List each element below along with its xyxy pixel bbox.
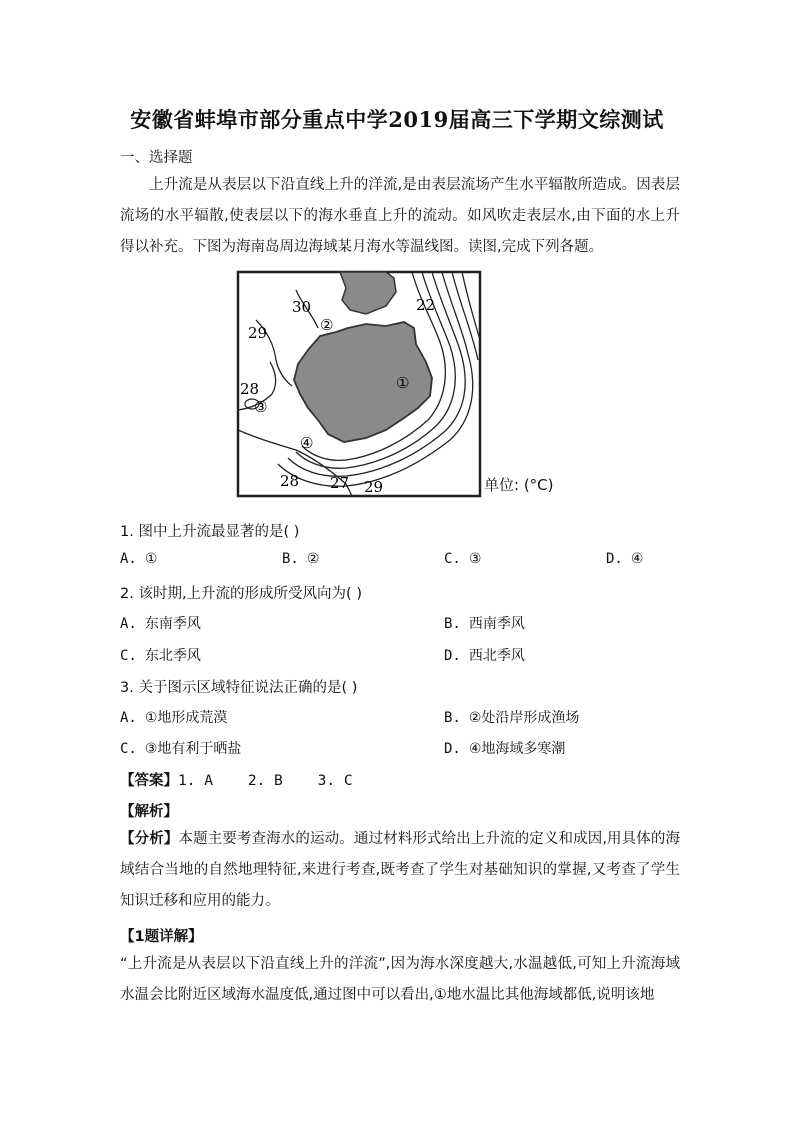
option-key: D. (444, 741, 461, 757)
analysis-head: 【分析】 (120, 831, 179, 847)
option-key: B. (444, 710, 461, 726)
q2-option-c (120, 645, 201, 665)
option-text: ③ (468, 551, 482, 567)
q1-detail-paragraph: “上升流是从表层以下沿直线上升的洋流”,因为海水深度越大,水温越低,可知上升流海域水温会比附近区域海水温度低,通过图中可以看出,①地水温比其他海域都低,说明该地 (120, 956, 680, 1003)
isotherm-label-28-west: 28 (240, 380, 260, 398)
q3-option-d (444, 738, 565, 758)
answer-line (120, 769, 353, 790)
isotherm-label-27: 27 (330, 474, 350, 492)
option-key: C. (120, 648, 137, 664)
isotherm-label-29-west: 29 (248, 324, 268, 342)
option-text: ②处沿岸形成渔场 (468, 710, 580, 726)
analysis-label: 【解析】 (120, 804, 178, 820)
site-label-1: ① (396, 374, 410, 392)
q1-detail-label: 【1题详解】 (120, 929, 203, 945)
option-text: ② (306, 551, 320, 567)
isotherm-label-22: 22 (416, 296, 436, 314)
option-key: D. (606, 551, 623, 567)
option-key: D. (444, 648, 461, 664)
option-text: ① (144, 551, 158, 567)
site-label-3: ③ (254, 398, 268, 416)
isotherm-label-28-south: 28 (280, 472, 300, 490)
option-text: 西北季风 (468, 648, 525, 664)
q1-option-b (282, 551, 319, 567)
q2-option-b (444, 613, 525, 633)
q1-option-a (120, 551, 157, 567)
q2-option-a (120, 613, 201, 633)
option-key: C. (444, 551, 461, 567)
option-key: A. (120, 551, 137, 567)
isotherm-map (236, 270, 566, 502)
map-unit-label: 单位: (°C) (484, 476, 554, 494)
q3-option-b (444, 707, 579, 727)
page-title: 安徽省蚌埠市部分重点中学2019届高三下学期文综测试 (130, 107, 664, 132)
option-key: C. (120, 741, 137, 757)
option-text: ③地有利于晒盐 (144, 741, 242, 757)
question-1-stem: 1. 图中上升流最显著的是( ) (120, 524, 300, 540)
intro-paragraph: 上升流是从表层以下沿直线上升的洋流,是由表层流场产生水平辐散所造成。因表层流场的水平辐散,使表层以下的海水垂直上升的流动。如风吹走表层水,由下面的水上升得以补充。下图为海南岛周边海域某月海水等温线图。读图,完成下列各题。 (120, 177, 680, 255)
q2-option-d (444, 645, 525, 665)
isotherm-label-29-south: 29 (364, 478, 384, 496)
option-text: ④地海域多寒潮 (468, 741, 566, 757)
analysis-text: 本题主要考查海水的运动。通过材料形式给出上升流的定义和成因,用具体的海域结合当地的自然地理特征,来进行考查,既考查了学生对基础知识的掌握,又考查了学生知识迁移和应用的能力。 (120, 831, 681, 909)
option-key: B. (282, 551, 299, 567)
q1-option-d (606, 551, 643, 567)
isotherm-label-30: 30 (292, 298, 312, 316)
answer-label: 【答案】 (120, 773, 178, 789)
option-key: A. (120, 616, 137, 632)
option-text: 东北季风 (144, 648, 201, 664)
q1-option-c (444, 551, 481, 567)
option-text: ①地形成荒漠 (144, 710, 228, 726)
site-label-2: ② (320, 316, 334, 334)
site-label-4: ④ (300, 434, 314, 452)
option-key: B. (444, 616, 461, 632)
analysis-paragraph (120, 824, 680, 917)
section-heading: 一、选择题 (120, 150, 193, 166)
q3-option-a (120, 707, 227, 727)
question-3-stem: 3. 关于图示区域特征说法正确的是( ) (120, 680, 358, 696)
q3-option-c (120, 738, 241, 758)
option-key: A. (120, 710, 137, 726)
option-text: ④ (630, 551, 644, 567)
answer-values: 1. A 2. B 3. C (178, 773, 353, 789)
question-2-stem: 2. 该时期,上升流的形成所受风向为( ) (120, 586, 362, 602)
option-text: 西南季风 (468, 616, 525, 632)
option-text: 东南季风 (144, 616, 201, 632)
